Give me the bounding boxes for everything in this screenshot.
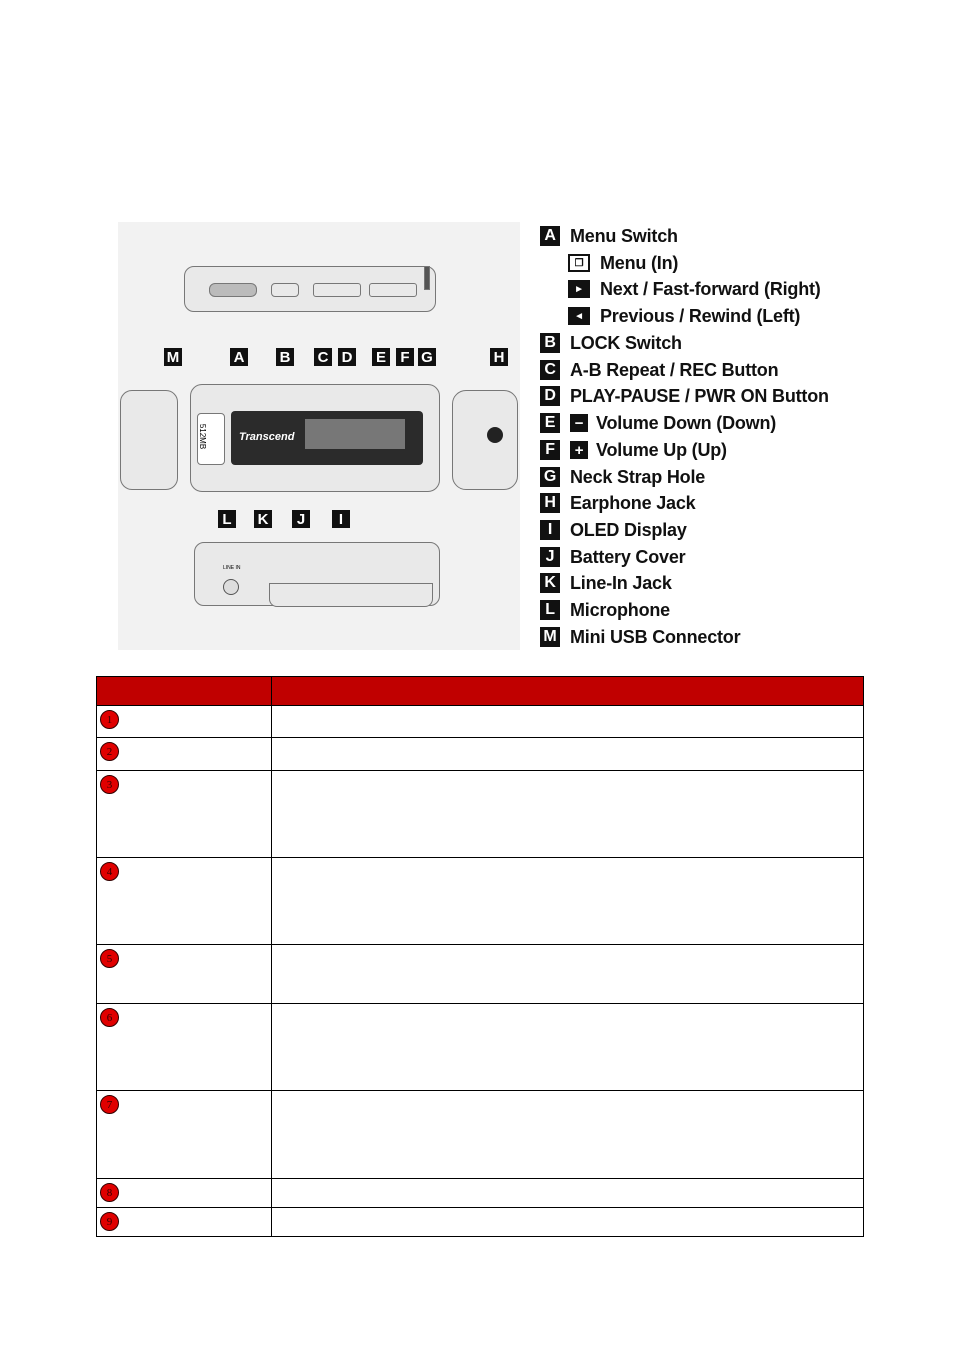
callout-b: B xyxy=(276,348,294,366)
legend-row-next xyxy=(568,277,821,301)
volume-buttons xyxy=(369,283,417,297)
legend-label: Earphone Jack xyxy=(570,492,696,513)
neck-strap xyxy=(424,266,430,290)
table-cell xyxy=(272,1004,864,1091)
table-header-row xyxy=(97,677,864,706)
battery-cover xyxy=(269,583,433,607)
table-header-cell xyxy=(97,677,272,706)
callout-m: M xyxy=(164,348,182,366)
plus-icon: + xyxy=(570,441,588,459)
table-cell xyxy=(272,945,864,1004)
ab-play-buttons xyxy=(313,283,361,297)
table-cell xyxy=(272,858,864,945)
earphone-jack xyxy=(487,427,503,443)
key-h: H xyxy=(540,493,560,513)
device-top-view xyxy=(184,266,436,312)
capacity-panel xyxy=(197,413,225,465)
callout-g: G xyxy=(418,348,436,366)
device-right-side xyxy=(452,390,518,490)
table-cell xyxy=(97,858,272,945)
key-f: F xyxy=(540,440,560,460)
legend-label: Mini USB Connector xyxy=(570,626,741,647)
legend-label: Menu Switch xyxy=(570,225,678,246)
table-row xyxy=(97,858,864,945)
table-cell xyxy=(97,738,272,771)
legend-label: A-B Repeat / REC Button xyxy=(570,359,779,380)
table-row xyxy=(97,1179,864,1208)
callout-h: H xyxy=(490,348,508,366)
table-cell xyxy=(97,945,272,1004)
device-front-view xyxy=(190,384,440,492)
legend-label: Neck Strap Hole xyxy=(570,466,706,487)
key-e: E xyxy=(540,413,560,433)
line-in-jack xyxy=(223,579,239,595)
row-number-icon: 9 xyxy=(100,1212,119,1231)
legend-row-k xyxy=(540,571,672,595)
lock-switch xyxy=(271,283,299,297)
table-row xyxy=(97,771,864,858)
table-row xyxy=(97,1004,864,1091)
key-a: A xyxy=(540,226,560,246)
key-k: K xyxy=(540,573,560,593)
key-b: B xyxy=(540,333,560,353)
row-number-icon: 5 xyxy=(100,949,119,968)
row-number-icon: 1 xyxy=(100,710,119,729)
legend-label: Volume Down (Down) xyxy=(596,412,777,433)
table-row xyxy=(97,945,864,1004)
callout-f: F xyxy=(396,348,414,366)
minus-icon: − xyxy=(570,414,588,432)
legend-label: LOCK Switch xyxy=(570,332,682,353)
table-cell xyxy=(272,771,864,858)
legend-label: Line-In Jack xyxy=(570,572,672,593)
table-cell xyxy=(97,1179,272,1208)
legend-label: Previous / Rewind (Left) xyxy=(600,305,801,326)
legend-row-d xyxy=(540,384,829,408)
key-c: C xyxy=(540,360,560,380)
device-diagram xyxy=(118,222,520,650)
row-number-icon: 2 xyxy=(100,742,119,761)
legend-row-prev xyxy=(568,304,800,328)
table-cell xyxy=(272,1091,864,1179)
device-left-side xyxy=(120,390,178,490)
brand-logo: Transcend xyxy=(239,431,295,443)
legend-label: Microphone xyxy=(570,599,670,620)
table-row xyxy=(97,1208,864,1237)
legend-row-h xyxy=(540,491,695,515)
table-cell xyxy=(272,706,864,738)
row-number-icon: 4 xyxy=(100,862,119,881)
prev-icon: ◄ xyxy=(568,307,590,325)
callout-l: L xyxy=(218,510,236,528)
callout-a: A xyxy=(230,348,248,366)
legend-label: OLED Display xyxy=(570,519,687,540)
key-i: I xyxy=(540,520,560,540)
key-l: L xyxy=(540,600,560,620)
callout-k: K xyxy=(254,510,272,528)
legend-row-j xyxy=(540,545,685,569)
table-cell xyxy=(272,738,864,771)
table-cell xyxy=(97,771,272,858)
legend-row-i xyxy=(540,518,687,542)
table-header-cell xyxy=(272,677,864,706)
legend-row-e xyxy=(540,411,776,435)
oled-screen xyxy=(305,419,405,449)
next-icon: ► xyxy=(568,280,590,298)
legend-label: Battery Cover xyxy=(570,546,686,567)
functions-table xyxy=(96,676,864,1237)
legend-row-g xyxy=(540,465,705,489)
legend-label: PLAY-PAUSE / PWR ON Button xyxy=(570,385,829,406)
legend-row-m xyxy=(540,625,740,649)
row-number-icon: 8 xyxy=(100,1183,119,1202)
legend-label: Volume Up (Up) xyxy=(596,439,727,460)
legend-row-l xyxy=(540,598,670,622)
line-in-label: LINE IN xyxy=(223,565,241,571)
row-number-icon: 3 xyxy=(100,775,119,794)
menu-switch-slot xyxy=(209,283,257,297)
callout-i: I xyxy=(332,510,350,528)
key-j: J xyxy=(540,547,560,567)
device-bottom-view xyxy=(194,542,440,606)
legend-row-f xyxy=(540,438,727,462)
menu-in-icon: ❐ xyxy=(568,254,590,272)
legend-label: Next / Fast-forward (Right) xyxy=(600,278,821,299)
table-cell xyxy=(97,1091,272,1179)
key-m: M xyxy=(540,627,560,647)
row-number-icon: 7 xyxy=(100,1095,119,1114)
table-cell xyxy=(97,1004,272,1091)
legend-row-c xyxy=(540,358,778,382)
legend-row-a xyxy=(540,224,678,248)
table-cell xyxy=(272,1208,864,1237)
table-row xyxy=(97,738,864,771)
key-d: D xyxy=(540,386,560,406)
callout-e: E xyxy=(372,348,390,366)
callout-j: J xyxy=(292,510,310,528)
row-number-icon: 6 xyxy=(100,1008,119,1027)
capacity-label: 512MB xyxy=(198,423,208,450)
legend-row-b xyxy=(540,331,682,355)
table-cell xyxy=(97,1208,272,1237)
table-cell xyxy=(272,1179,864,1208)
callout-c: C xyxy=(314,348,332,366)
table-row xyxy=(97,706,864,738)
callout-d: D xyxy=(338,348,356,366)
key-g: G xyxy=(540,467,560,487)
oled-display-panel xyxy=(231,411,423,465)
table-row xyxy=(97,1091,864,1179)
legend-row-menu-in xyxy=(568,251,678,275)
legend-label: Menu (In) xyxy=(600,252,679,273)
table-cell xyxy=(97,706,272,738)
